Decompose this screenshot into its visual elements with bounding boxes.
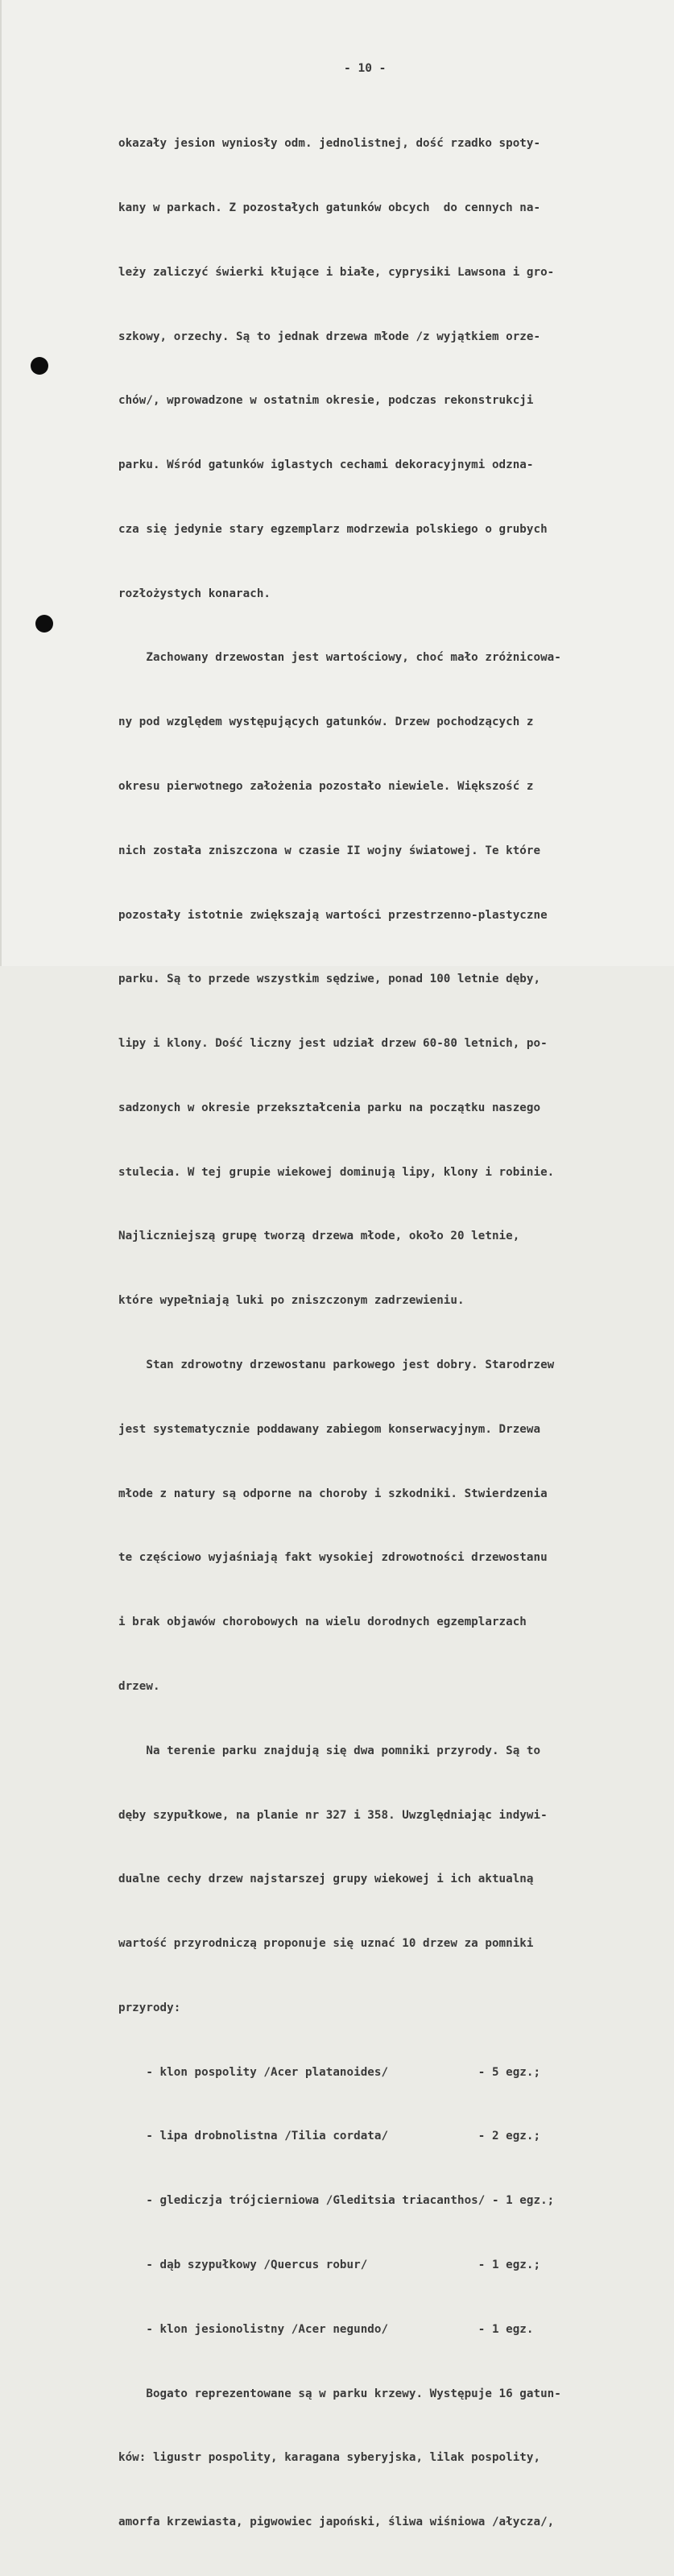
punch-hole	[31, 357, 48, 375]
text-line: wartość przyrodniczą proponuje się uznać 10 drzew za pomniki	[118, 1937, 534, 1951]
text-line: rozłożystych konarach.	[118, 587, 271, 600]
text-line: te częściowo wyjaśniają fakt wysokiej zdrowotności drzewostanu	[118, 1551, 548, 1565]
text-line: stulecia. W tej grupie wiekowej dominują lipy, klony i robinie.	[118, 1165, 555, 1179]
list-item: - lipa drobnolistna /Tilia cordata/ - 2 egz.;	[118, 2130, 541, 2143]
text-line: dualne cechy drzew najstarszej grupy wiekowej i ich aktualną	[118, 1873, 534, 1886]
text-line: parku. Są to przede wszystkim sędziwe, ponad 100 letnie dęby,	[118, 973, 541, 986]
text-line: kany w parkach. Z pozostałych gatunków obcych do cennych na-	[118, 201, 541, 214]
text-line: okazały jesion wyniosły odm. jednolistnej, dość rzadko spoty-	[118, 137, 541, 151]
text-line: młode z natury są odporne na choroby i szkodniki. Stwierdzenia	[118, 1487, 548, 1500]
text-line: okresu pierwotnego założenia pozostało niewiele. Większość z	[118, 780, 534, 793]
list-item: - dąb szypułkowy /Quercus robur/ - 1 egz.;	[118, 2258, 541, 2271]
list-item: - klon pospolity /Acer platanoides/ - 5 egz.;	[118, 2065, 541, 2079]
list-item: - klon jesionolistny /Acer negundo/ - 1 egz.	[118, 2322, 534, 2336]
text-line: Na terenie parku znajdują się dwa pomniki przyrody. Są to	[118, 1744, 541, 1757]
text-line: sadzonych w okresie przekształcenia parku na początku naszego	[118, 1101, 541, 1114]
text-line: lipy i klony. Dość liczny jest udział drzew 60-80 letnich, po-	[118, 1037, 548, 1051]
text-line: chów/, wprowadzone w ostatnim okresie, podczas rekonstrukcji	[118, 394, 534, 408]
document-body	[118, 90, 561, 2576]
text-line: parku. Wśród gatunków iglastych cechami dekoracyjnymi odzna-	[118, 458, 534, 472]
text-line: jest systematycznie poddawany zabiegom konserwacyjnym. Drzewa	[118, 1422, 541, 1436]
text-line: ków: ligustr pospolity, karagana syberyjska, lilak pospolity,	[118, 2451, 541, 2465]
text-line: dęby szypułkowe, na planie nr 327 i 358. Uwzględniając indywi-	[118, 1808, 548, 1822]
page-number: - 10 -	[344, 62, 387, 75]
text-line: drzew.	[118, 1679, 160, 1693]
text-line: ny pod względem występujących gatunków. Drzew pochodzących z	[118, 716, 534, 729]
text-line: szkowy, orzechy. Są to jednak drzewa młode /z wyjątkiem orze-	[118, 330, 541, 343]
text-line: leży zaliczyć świerki kłujące i białe, cyprysiki Lawsona i gro-	[118, 265, 555, 279]
text-line: które wypełniają luki po zniszczonym zadrzewieniu.	[118, 1294, 465, 1308]
text-line: i brak objawów chorobowych na wielu dorodnych egzemplarzach	[118, 1616, 527, 1629]
text-line: Stan zdrowotny drzewostanu parkowego jest dobry. Starodrzew	[118, 1359, 555, 1372]
text-line: Zachowany drzewostan jest wartościowy, choć mało zróżnicowa-	[118, 651, 561, 665]
list-item: - glediczja trójcierniowa /Gleditsia triacanthos/ - 1 egz.;	[118, 2194, 555, 2208]
punch-hole	[35, 615, 53, 633]
text-line: Bogato reprezentowane są w parku krzewy. Występuje 16 gatun-	[118, 2387, 561, 2400]
text-line: nich została zniszczona w czasie II wojny światowej. Te które	[118, 844, 541, 857]
text-line: amorfa krzewiasta, pigwowiec japoński, śliwa wiśniowa /ałycza/,	[118, 2516, 555, 2529]
text-line: przyrody:	[118, 2001, 181, 2014]
text-line: Najliczniejszą grupę tworzą drzewa młode, około 20 letnie,	[118, 1230, 520, 1243]
text-line: pozostały istotnie zwiększają wartości przestrzenno-plastyczne	[118, 908, 548, 922]
text-line: cza się jedynie stary egzemplarz modrzewia polskiego o grubych	[118, 522, 548, 536]
